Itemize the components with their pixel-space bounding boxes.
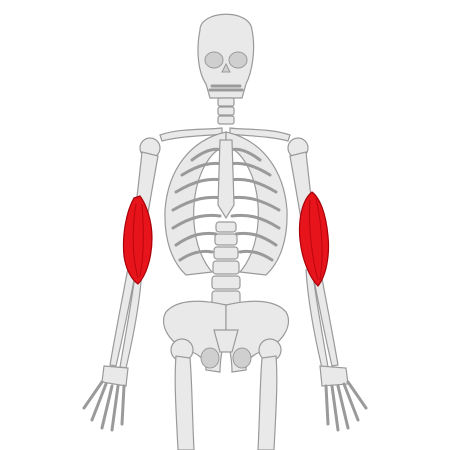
left-femur — [175, 356, 194, 450]
sternum — [218, 140, 234, 218]
cervical-spine — [218, 98, 234, 124]
right-femur — [258, 356, 277, 450]
skull — [198, 14, 254, 98]
lumbar-spine — [212, 222, 240, 305]
